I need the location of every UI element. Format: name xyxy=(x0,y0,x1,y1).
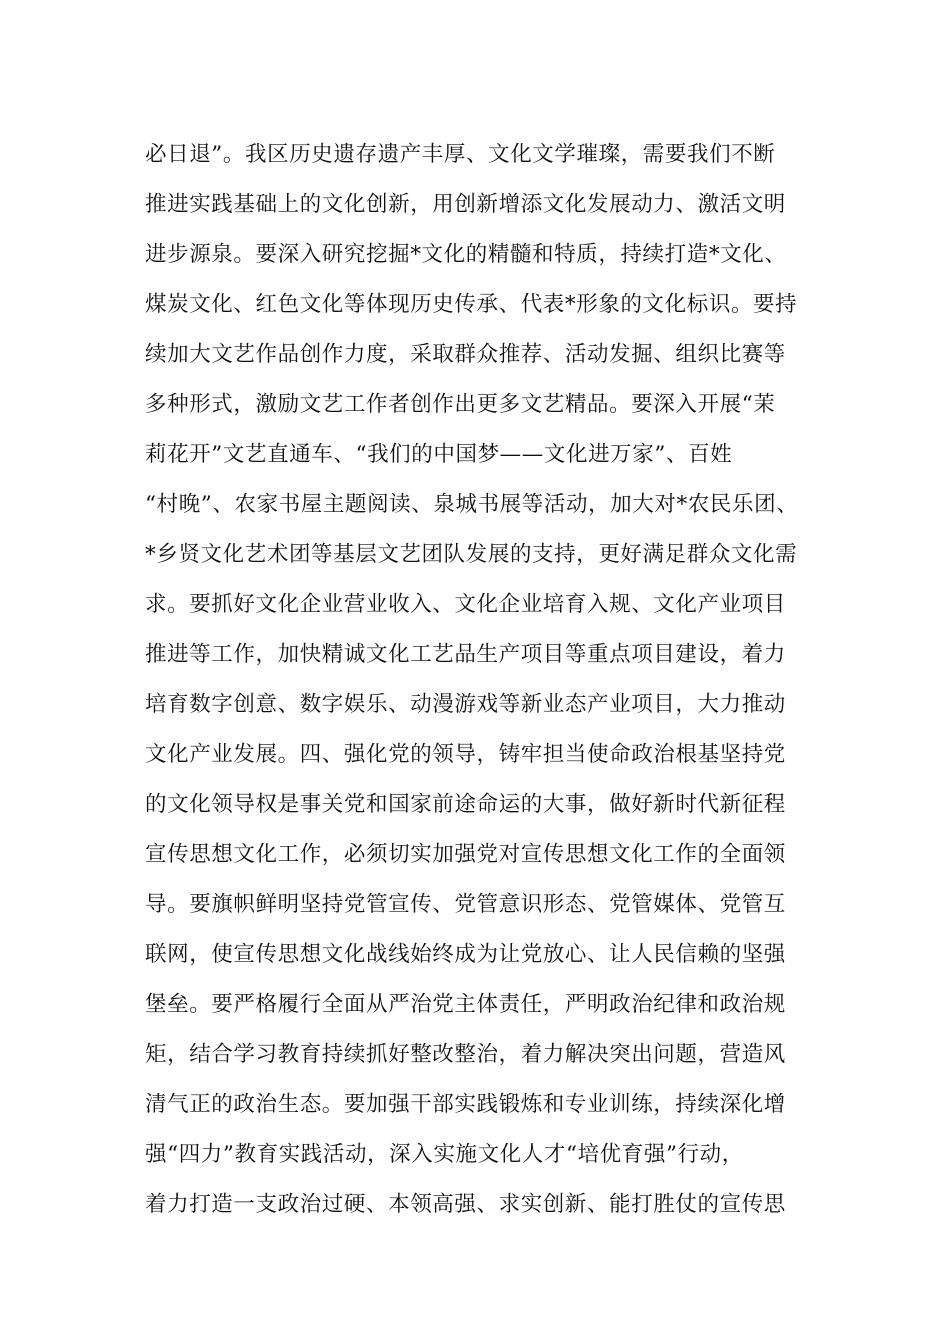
text-line: 矩，结合学习教育持续抓好整改整治，着力解决突出问题，营造风 xyxy=(145,1042,786,1067)
text-line: 文化产业发展。四、强化党的领导，铸牢担当使命政治根基坚持党 xyxy=(145,742,786,767)
text-line: *乡贤文化艺术团等基层文艺团队发展的支持，更好满足群众文化需 xyxy=(145,542,798,567)
text-line: 多种形式，激励文艺工作者创作出更多文艺精品。要深入开展“茉 xyxy=(145,392,776,417)
text-line: “村晚”、农家书屋主题阅读、泉城书展等活动，加大对*农民乐团、 xyxy=(145,492,799,517)
text-line: 堡垒。要严格履行全面从严治党主体责任，严明政治纪律和政治规 xyxy=(145,992,786,1017)
text-line: 续加大文艺作品创作力度，采取群众推荐、活动发掘、组织比赛等 xyxy=(145,342,786,367)
body-text xyxy=(145,130,825,1230)
text-line: 的文化领导权是事关党和国家前途命运的大事，做好新时代新征程 xyxy=(145,792,786,817)
text-line: 推进实践基础上的文化创新，用创新增添文化发展动力、激活文明 xyxy=(145,192,786,217)
text-line: 煤炭文化、红色文化等体现历史传承、代表*形象的文化标识。要持 xyxy=(145,292,798,317)
text-line: 宣传思想文化工作，必须切实加强党对宣传思想文化工作的全面领 xyxy=(145,842,786,867)
text-line: 进步源泉。要深入研究挖掘*文化的精髓和特质，持续打造*文化、 xyxy=(145,242,787,267)
text-line: 着力打造一支政治过硬、本领高强、求实创新、能打胜仗的宣传思 xyxy=(145,1192,786,1217)
text-line: 清气正的政治生态。要加强干部实践锻炼和专业训练，持续深化增 xyxy=(145,1092,786,1117)
text-line: 培育数字创意、数字娱乐、动漫游戏等新业态产业项目，大力推动 xyxy=(145,692,786,717)
text-line: 必日退”。我区历史遗存遗产丰厚、文化文学璀璨，需要我们不断 xyxy=(145,142,776,167)
text-line: 联网，使宣传思想文化战线始终成为让党放心、让人民信赖的坚强 xyxy=(145,942,786,967)
text-line: 强“四力”教育实践活动，深入实施文化人才“培优育强”行动， xyxy=(145,1142,744,1167)
text-line: 导。要旗帜鲜明坚持党管宣传、党管意识形态、党管媒体、党管互 xyxy=(145,892,786,917)
text-line: 推进等工作，加快精诚文化工艺品生产项目等重点项目建设，着力 xyxy=(145,642,786,667)
text-line: 莉花开”文艺直通车、“我们的中国梦——文化进万家”、百姓 xyxy=(145,442,733,467)
text-line: 求。要抓好文化企业营业收入、文化企业培育入规、文化产业项目 xyxy=(145,592,786,617)
